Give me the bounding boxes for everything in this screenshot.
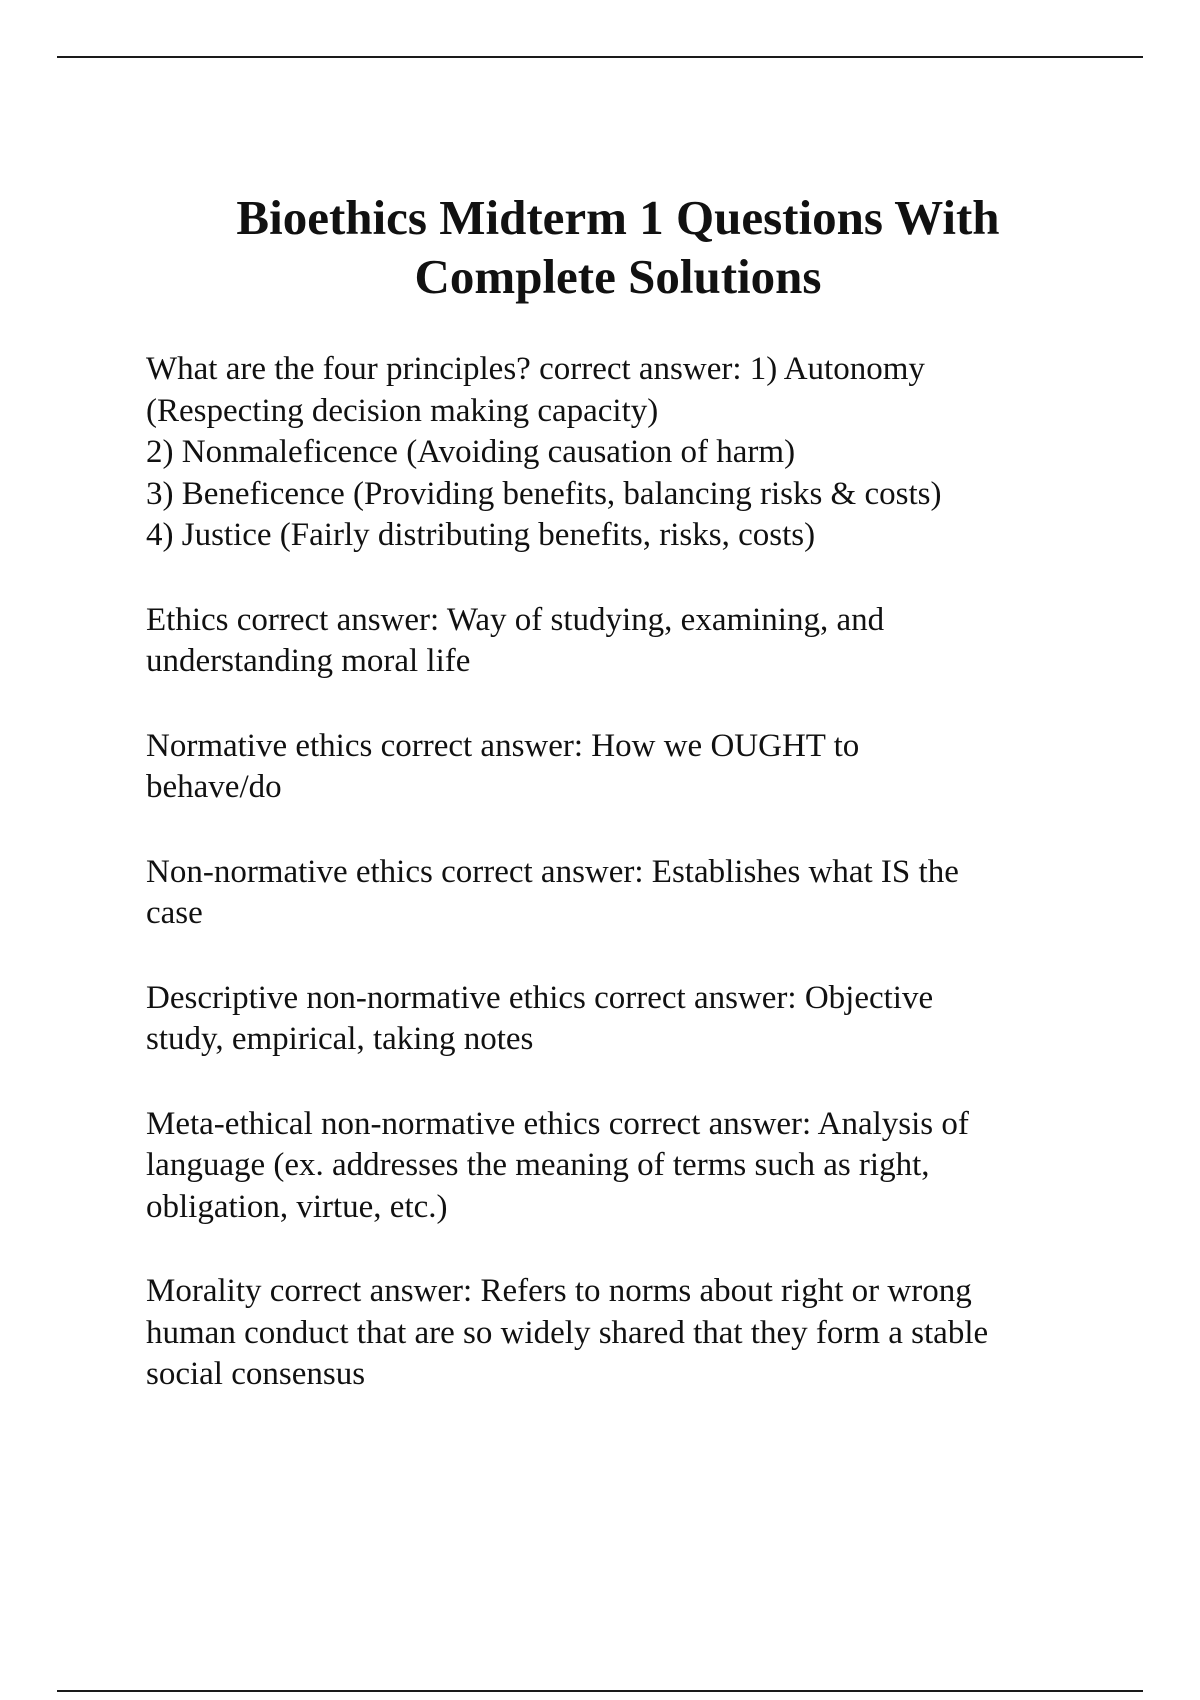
qa-entry-normative-ethics: [146, 726, 1106, 809]
qa-line: What are the four principles? correct answer: 1) Autonomy: [146, 351, 925, 387]
qa-entry-meta-ethical: [146, 1104, 1106, 1229]
qa-entry-non-normative-ethics: [146, 852, 1106, 935]
qa-list: [146, 349, 1106, 1439]
qa-line: 4) Justice (Fairly distributing benefits, risks, costs): [146, 517, 816, 553]
qa-line: Meta-ethical non-normative ethics correct answer: Analysis of: [146, 1105, 969, 1142]
qa-line: case: [146, 895, 203, 931]
bottom-rule: [57, 1690, 1143, 1692]
qa-line: (Respecting decision making capacity): [146, 392, 659, 429]
qa-line: study, empirical, taking notes: [146, 1021, 534, 1057]
document-title: [120, 188, 1116, 306]
qa-line: Descriptive non-normative ethics correct answer: Objective: [146, 979, 934, 1016]
qa-entry-descriptive-ethics: [146, 978, 1106, 1061]
top-rule: [57, 56, 1143, 58]
qa-line: language (ex. addresses the meaning of terms such as right,: [146, 1147, 930, 1183]
qa-line: Normative ethics correct answer: How we OUGHT to: [146, 727, 860, 764]
qa-entry-four-principles: [146, 349, 1106, 557]
qa-line: human conduct that are so widely shared that they form a stable: [146, 1314, 989, 1351]
qa-line: social consensus: [146, 1356, 366, 1392]
qa-entry-ethics: [146, 600, 1106, 683]
qa-line: 2) Nonmaleficence (Avoiding causation of harm): [146, 434, 796, 470]
title-line-2: Complete Solutions: [414, 249, 822, 304]
qa-line: Morality correct answer: Refers to norms about right or wrong: [146, 1273, 972, 1309]
qa-line: Non-normative ethics correct answer: Establishes what IS the: [146, 853, 959, 890]
qa-entry-morality: [146, 1271, 1106, 1396]
title-line-1: Bioethics Midterm 1 Questions With: [236, 190, 1000, 245]
qa-line: Ethics correct answer: Way of studying, examining, and: [146, 601, 885, 638]
qa-line: obligation, virtue, etc.): [146, 1188, 448, 1225]
qa-line: behave/do: [146, 769, 282, 805]
qa-line: 3) Beneficence (Providing benefits, balancing risks & costs): [146, 475, 942, 512]
qa-line: understanding moral life: [146, 643, 471, 679]
